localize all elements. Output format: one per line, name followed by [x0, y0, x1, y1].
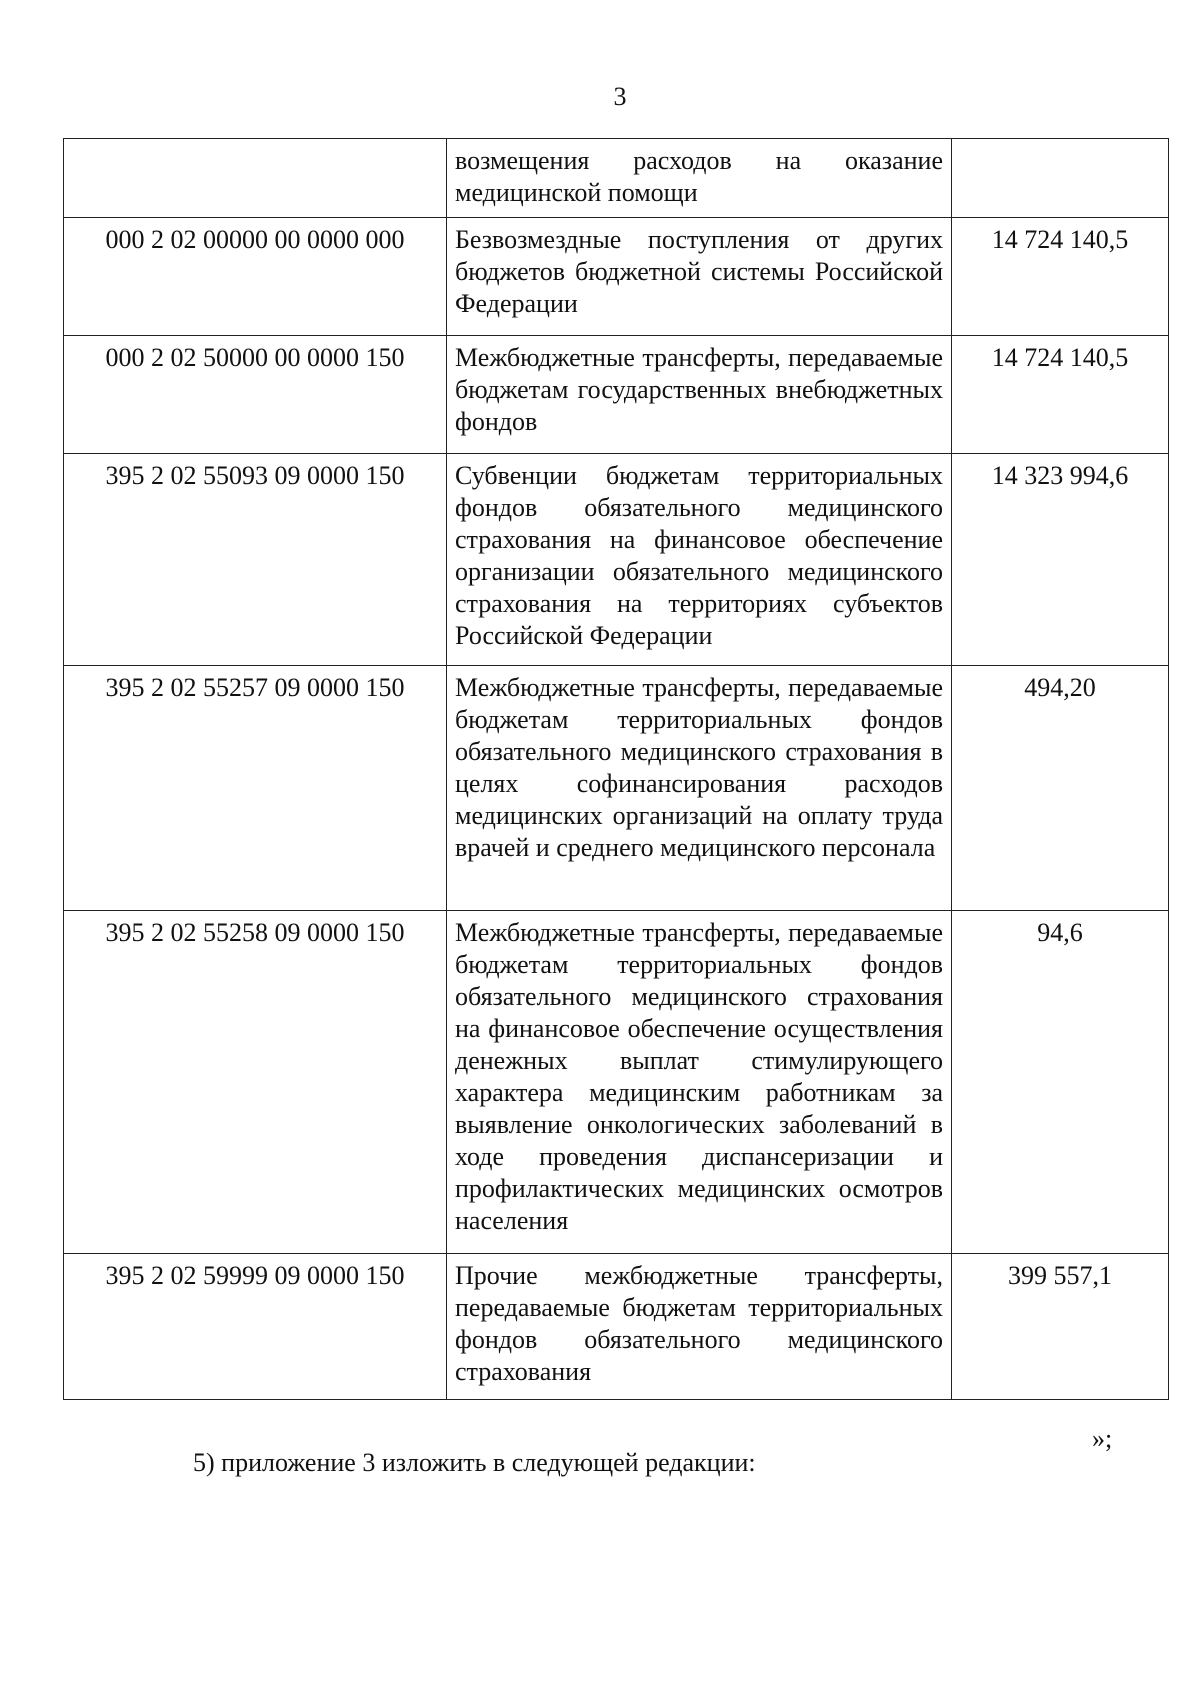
table-row [64, 218, 1169, 336]
budget-code-cell: 000 2 02 00000 00 0000 000 [64, 218, 447, 336]
table-row [64, 139, 1169, 218]
description-text: Безвозмездные поступления от других бюджетов бюджетной системы Российской Федерации [455, 225, 943, 318]
description-cell [447, 218, 952, 336]
description-cell [447, 454, 952, 666]
table-row [64, 1254, 1169, 1400]
description-cell [447, 1254, 952, 1400]
budget-code-cell: 395 2 02 55257 09 0000 150 [64, 666, 447, 911]
description-cell [447, 911, 952, 1254]
description-text: Субвенции бюджетам территориальных фондов обязательного медицинского страхования на финансовое обеспечение организации обязательного медицинского страхования на территориях субъектов Российской Федерации [455, 461, 943, 650]
amount-cell: 494,20 [952, 666, 1169, 911]
description-cell [447, 139, 952, 218]
description-text: Межбюджетные трансферты, передаваемые бюджетам территориальных фондов обязательного медицинского страхования в целях софинансирования расходов медицинских организаций на оплату труда врачей и среднего медицинского персонала [455, 673, 943, 862]
budget-code-cell: 000 2 02 50000 00 0000 150 [64, 336, 447, 454]
table-row [64, 454, 1169, 666]
amount-cell [952, 139, 1169, 218]
table-row [64, 336, 1169, 454]
description-text: Межбюджетные трансферты, передаваемые бюджетам территориальных фондов обязательного медицинского страхования на финансовое обеспечение осуществления денежных выплат стимулирующего характера медицинским работникам за выявление онкологических заболеваний в ходе проведения диспансеризации и профилактических медицинских осмотров населения [455, 918, 943, 1235]
budget-code-cell: 395 2 02 55093 09 0000 150 [64, 454, 447, 666]
amount-cell: 94,6 [952, 911, 1169, 1254]
amount-cell: 14 724 140,5 [952, 218, 1169, 336]
closing-quote-mark: »; [1092, 1424, 1113, 1453]
description-text: Межбюджетные трансферты, передаваемые бюджетам государственных внебюджетных фондов [455, 343, 943, 436]
budget-code-cell [64, 139, 447, 218]
instruction-paragraph: 5) приложение 3 изложить в следующей редакции: [193, 1448, 756, 1477]
amount-cell: 14 724 140,5 [952, 336, 1169, 454]
description-text: Прочие межбюджетные трансферты, передаваемые бюджетам территориальных фондов обязательного медицинского страхования [455, 1261, 943, 1386]
budget-table [63, 138, 1169, 1400]
amount-cell: 399 557,1 [952, 1254, 1169, 1400]
budget-code-cell: 395 2 02 55258 09 0000 150 [64, 911, 447, 1254]
budget-code-cell: 395 2 02 59999 09 0000 150 [64, 1254, 447, 1400]
table-row [64, 666, 1169, 911]
description-cell [447, 666, 952, 911]
page-number: 3 [613, 82, 627, 111]
table-row [64, 911, 1169, 1254]
description-cell [447, 336, 952, 454]
amount-cell: 14 323 994,6 [952, 454, 1169, 666]
description-text: возмещения расходов на оказание медицинской помощи [455, 146, 943, 207]
